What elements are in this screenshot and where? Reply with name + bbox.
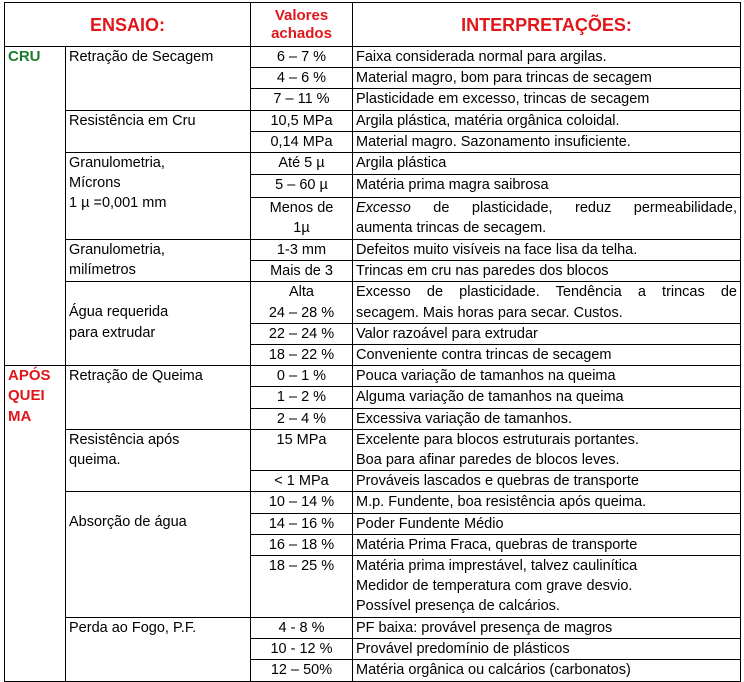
interpretation-cell: Pouca variação de tamanhos na queima [353, 366, 741, 387]
interpretation-cell: Argila plástica [353, 153, 741, 175]
table-row [5, 429, 741, 470]
test-resistencia-cru: Resistência em Cru [66, 110, 251, 152]
test-label-line: Resistência após [69, 431, 180, 448]
interpretation-cell: Poder Fundente Médio [353, 513, 741, 534]
value-line: 1µ [293, 220, 310, 237]
interpretation-cell [353, 198, 741, 240]
value-cell: 4 – 6 % [251, 68, 353, 89]
interpretation-cell: Conveniente contra trincas de secagem [353, 345, 741, 366]
valores-header-line2: achados [271, 24, 332, 42]
value-cell: 10 – 14 % [251, 492, 353, 513]
section-apos-queima [5, 366, 66, 681]
interpretation-cell [353, 429, 741, 470]
value-cell: 5 – 60 µ [251, 175, 353, 198]
interpretation-cell: Plasticidade em excesso, trincas de secagem [353, 89, 741, 110]
interpretation-line: Excelente para blocos estruturais portantes. [356, 431, 639, 448]
interpretation-cell: Trincas em cru nas paredes dos blocos [353, 261, 741, 282]
interpretation-line: Medidor de temperatura com grave desvio. [356, 578, 633, 595]
interpretation-cell: Faixa considerada normal para argilas. [353, 47, 741, 68]
interpretation-cell: Provável predomínio de plásticos [353, 639, 741, 660]
interpretation-text: de plasticidade, reduz permeabilidade, [410, 200, 737, 217]
table-row [5, 240, 741, 261]
test-granulometria-microns [66, 153, 251, 240]
interpretation-cell: Defeitos muito visíveis na face lisa da telha. [353, 240, 741, 261]
value-line: Alta [289, 284, 314, 301]
value-cell: 2 – 4 % [251, 408, 353, 429]
test-retracao-secagem: Retração de Secagem [66, 47, 251, 111]
interpretation-cell [353, 556, 741, 618]
test-label-line: Granulometria, [69, 155, 165, 172]
header-row [5, 3, 741, 47]
test-label-line: Granulometria, [69, 242, 165, 259]
value-line: Menos de [269, 200, 334, 217]
interpretation-cell: Matéria prima magra saibrosa [353, 175, 741, 198]
interpretation-line [356, 198, 737, 218]
interpretation-cell: Prováveis lascados e quebras de transporte [353, 471, 741, 492]
interpretation-cell: Valor razoável para extrudar [353, 323, 741, 344]
test-absorcao-agua: Absorção de água [66, 492, 251, 618]
interpretacoes-header: INTERPRETAÇÕES: [353, 3, 741, 47]
value-cell: 14 – 16 % [251, 513, 353, 534]
value-cell: 18 – 22 % [251, 345, 353, 366]
value-cell: 4 - 8 % [251, 618, 353, 639]
value-cell: 0 – 1 % [251, 366, 353, 387]
test-label-line: 1 µ =0,001 mm [69, 195, 167, 212]
table-row [5, 492, 741, 513]
test-agua-requerida [66, 282, 251, 366]
test-retracao-queima: Retração de Queima [66, 366, 251, 430]
value-cell: 10,5 MPa [251, 110, 353, 131]
section-label-line: APÓS [8, 367, 51, 385]
value-cell: 6 – 7 % [251, 47, 353, 68]
test-resistencia-queima [66, 429, 251, 492]
italic-word: Excesso [356, 200, 411, 217]
valores-header-line1: Valores [274, 6, 329, 24]
value-cell: 22 – 24 % [251, 323, 353, 344]
test-granulometria-mm [66, 240, 251, 282]
ceramic-tests-table [4, 2, 741, 682]
table-row [5, 282, 741, 323]
interpretation-cell: Alguma variação de tamanhos na queima [353, 387, 741, 408]
value-cell: 1 – 2 % [251, 387, 353, 408]
test-label-line: Mícrons [69, 175, 121, 192]
interpretation-cell: Excessiva variação de tamanhos. [353, 408, 741, 429]
interpretation-line: secagem. Mais horas para secar. Custos. [356, 304, 623, 321]
value-cell: 7 – 11 % [251, 89, 353, 110]
interpretation-line: Boa para afinar paredes de blocos leves. [356, 452, 620, 469]
table-row [5, 618, 741, 639]
test-label-line: queima. [69, 452, 121, 469]
interpretation-line: Excesso de plasticidade. Tendência a trincas de [356, 284, 737, 301]
value-cell: 0,14 MPa [251, 131, 353, 152]
interpretation-cell: PF baixa: provável presença de magros [353, 618, 741, 639]
section-label-line: QUEI [8, 387, 45, 405]
value-cell: 1-3 mm [251, 240, 353, 261]
interpretation-cell [353, 282, 741, 323]
value-cell [251, 282, 353, 323]
interpretation-cell: Material magro. Sazonamento insuficiente. [353, 131, 741, 152]
value-cell: 18 – 25 % [251, 556, 353, 618]
interpretation-cell: M.p. Fundente, boa resistência após queima. [353, 492, 741, 513]
interpretation-line: Possível presença de calcários. [356, 598, 560, 615]
interpretation-line: Matéria prima imprestável, talvez caulinítica [356, 558, 638, 575]
interpretation-line: aumenta trincas de secagem. [356, 220, 547, 237]
test-label-line: milímetros [69, 262, 136, 279]
interpretation-cell: Matéria orgânica ou calcários (carbonatos) [353, 660, 741, 681]
test-perda-fogo: Perda ao Fogo, P.F. [66, 618, 251, 682]
interpretation-cell: Material magro, bom para trincas de secagem [353, 68, 741, 89]
value-line: 24 – 28 % [268, 304, 335, 321]
section-cru: CRU [5, 47, 66, 366]
interpretation-cell: Argila plástica, matéria orgânica coloidal. [353, 110, 741, 131]
interpretation-cell: Matéria Prima Fraca, quebras de transporte [353, 534, 741, 555]
table-row [5, 47, 741, 68]
value-cell: Até 5 µ [251, 153, 353, 175]
ensaio-header: ENSAIO: [5, 3, 251, 47]
table-row [5, 153, 741, 175]
table-row [5, 110, 741, 131]
test-label-line: Água requerida [69, 304, 169, 321]
valores-header [251, 3, 353, 47]
value-cell: 16 – 18 % [251, 534, 353, 555]
value-cell: 15 MPa [251, 429, 353, 470]
value-cell: < 1 MPa [251, 471, 353, 492]
value-cell: Mais de 3 [251, 261, 353, 282]
section-label-line: MA [8, 407, 32, 425]
table-row [5, 366, 741, 387]
value-cell: 10 - 12 % [251, 639, 353, 660]
value-cell: 12 – 50% [251, 660, 353, 681]
test-label-line: para extrudar [69, 324, 156, 341]
value-cell [251, 198, 353, 240]
